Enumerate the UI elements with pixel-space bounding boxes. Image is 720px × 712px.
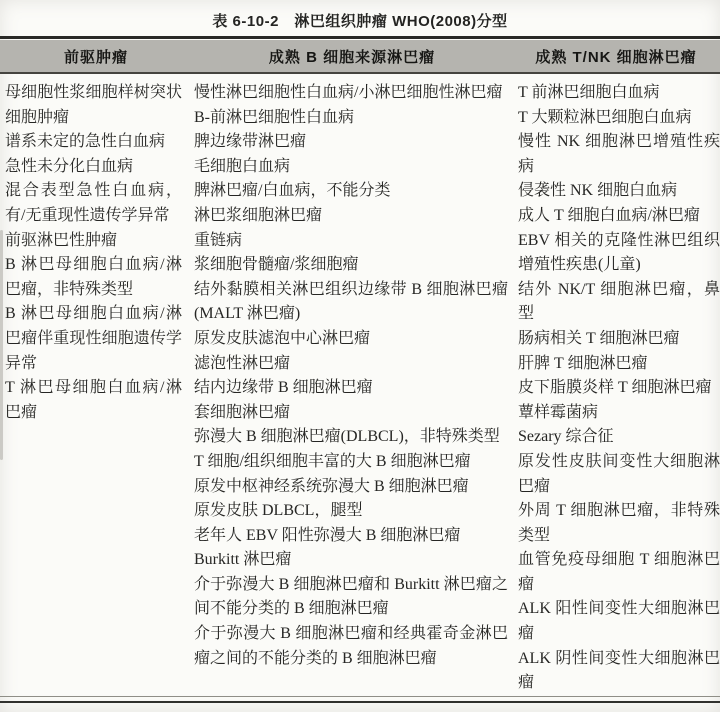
column-header-precursor-neoplasms: 前驱肿瘤 xyxy=(63,48,128,66)
list-item: 母细胞性浆细胞样树突状细胞肿瘤 xyxy=(5,84,182,126)
list-item: 结外黏膜相关淋巴组织边缘带 B 细胞淋巴瘤(MALT 淋巴瘤) xyxy=(194,280,508,323)
list-item: T 大颗粒淋巴细胞白血病 xyxy=(518,108,692,126)
list-item: 肠病相关 T 细胞淋巴瘤 xyxy=(518,329,680,347)
list-item: T 细胞/组织细胞丰富的大 B 细胞淋巴瘤 xyxy=(194,452,471,470)
list-item: ALK 阴性间变性大细胞淋巴瘤 xyxy=(518,649,720,692)
list-item: 混合表型急性白血病，有/无重现性遗传学异常 xyxy=(5,182,182,224)
column-header-mature-t-nk-cell: 成熟 T/NK 细胞淋巴瘤 xyxy=(535,48,697,66)
list-item: 原发中枢神经系统弥漫大 B 细胞淋巴瘤 xyxy=(194,477,469,495)
list-item: 外周 T 细胞淋巴瘤，非特殊类型 xyxy=(518,502,720,544)
column-mature-b-cell xyxy=(194,81,508,671)
list-item: B-前淋巴细胞性白血病 xyxy=(194,108,355,126)
list-item: 淋巴浆细胞淋巴瘤 xyxy=(194,206,323,224)
list-item: 弥漫大 B 细胞淋巴瘤(DLBCL)，非特殊类型 xyxy=(194,428,500,446)
list-item: EBV 相关的克隆性淋巴组织增殖性疾患(儿童) xyxy=(518,231,720,274)
list-item: 老年人 EBV 阳性弥漫大 B 细胞淋巴瘤 xyxy=(194,526,461,544)
list-item: 皮下脂膜炎样 T 细胞淋巴瘤 xyxy=(518,379,712,397)
list-item: 脾边缘带淋巴瘤 xyxy=(194,133,307,151)
list-item: ALK 阳性间变性大细胞淋巴瘤 xyxy=(518,600,720,643)
table-header-row xyxy=(0,40,720,74)
list-item: 脾淋巴瘤/白血病，不能分类 xyxy=(194,182,391,200)
column-header-mature-b-cell: 成熟 B 细胞来源淋巴瘤 xyxy=(268,48,436,66)
list-item: 慢性 NK 细胞淋巴增殖性疾病 xyxy=(518,133,720,175)
list-item: 慢性淋巴细胞性白血病/小淋巴细胞性淋巴瘤 xyxy=(194,84,503,101)
list-item: 浆细胞骨髓瘤/浆细胞瘤 xyxy=(194,256,359,274)
column-mature-t-nk-cell xyxy=(518,81,720,696)
who-classification-table xyxy=(0,36,720,703)
list-item: 介于弥漫大 B 细胞淋巴瘤和 Burkitt 淋巴瘤之间不能分类的 B 细胞淋巴瘤 xyxy=(194,575,508,618)
list-item: 肝脾 T 细胞淋巴瘤 xyxy=(518,354,648,372)
list-item: Sezary 综合征 xyxy=(518,428,614,446)
list-item: 毛细胞白血病 xyxy=(194,157,291,175)
list-item: T 前淋巴细胞白血病 xyxy=(518,84,660,101)
list-item: 套细胞淋巴瘤 xyxy=(194,403,291,421)
list-item: 侵袭性 NK 细胞白血病 xyxy=(518,182,678,200)
list-item: 血管免疫母细胞 T 细胞淋巴瘤 xyxy=(518,551,720,593)
table-body xyxy=(0,74,720,696)
list-item: B 淋巴母细胞白血病/淋巴瘤，非特殊类型 xyxy=(5,256,182,298)
list-item: 谱系未定的急性白血病 xyxy=(5,133,166,151)
list-item: Burkitt 淋巴瘤 xyxy=(194,551,292,569)
list-item: 介于弥漫大 B 细胞淋巴瘤和经典霍奇金淋巴瘤之间的不能分类的 B 细胞淋巴瘤 xyxy=(194,625,508,667)
list-item: 原发性皮肤间变性大细胞淋巴瘤 xyxy=(518,452,720,495)
list-item: 原发皮肤 DLBCL，腿型 xyxy=(194,502,363,520)
column-precursor-neoplasms xyxy=(5,81,182,425)
table-bottom-rule-thin xyxy=(0,696,720,697)
list-item: 重链病 xyxy=(194,231,243,249)
list-item: 成人 T 细胞白血病/淋巴瘤 xyxy=(518,206,700,224)
list-item: T 淋巴母细胞白血病/淋巴瘤 xyxy=(5,379,182,421)
list-item: 结内边缘带 B 细胞淋巴瘤 xyxy=(194,379,373,397)
list-item: 急性未分化白血病 xyxy=(5,157,134,175)
table-caption: 表 6-10-2 淋巴组织肿瘤 WHO(2008)分型 xyxy=(212,13,508,30)
list-item: 结外 NK/T 细胞淋巴瘤，鼻型 xyxy=(518,280,720,323)
list-item: 原发皮肤滤泡中心淋巴瘤 xyxy=(194,329,371,347)
list-item: 前驱淋巴性肿瘤 xyxy=(5,231,118,249)
list-item: 蕈样霉菌病 xyxy=(518,403,599,421)
list-item: 滤泡性淋巴瘤 xyxy=(194,354,291,372)
list-item: B 淋巴母细胞白血病/淋巴瘤伴重现性细胞遗传学异常 xyxy=(5,305,182,372)
table-bottom-rule-thick xyxy=(0,701,720,703)
